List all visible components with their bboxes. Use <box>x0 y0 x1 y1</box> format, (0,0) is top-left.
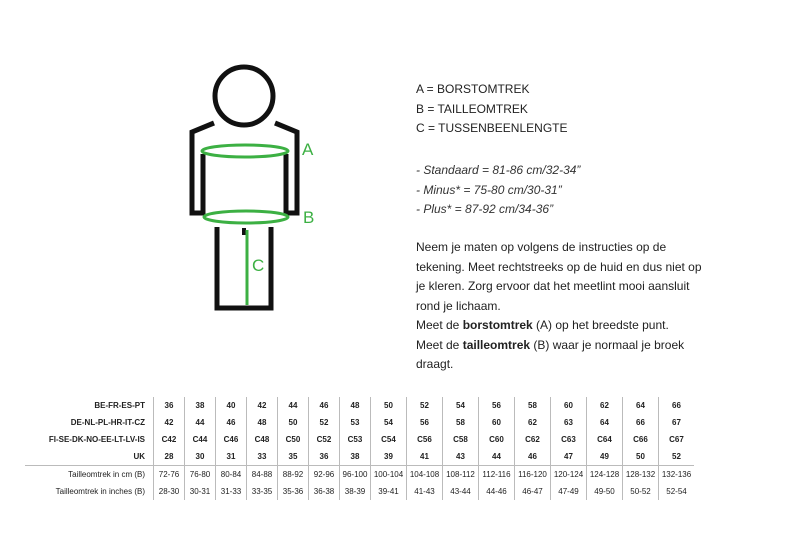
table-cell: C67 <box>659 431 695 448</box>
table-cell: 132-136 <box>659 466 695 484</box>
table-cell: 44-46 <box>479 483 515 500</box>
table-cell: 46 <box>216 414 247 431</box>
table-cell: 46 <box>309 397 340 414</box>
table-cell: 76-80 <box>185 466 216 484</box>
table-cell: 41-43 <box>407 483 443 500</box>
table-cell: 48 <box>247 414 278 431</box>
torso-outline <box>192 123 297 213</box>
table-cell: C44 <box>185 431 216 448</box>
table-cell: 56 <box>407 414 443 431</box>
table-cell: 39-41 <box>371 483 407 500</box>
size-plus: - Plus* = 87-92 cm/34-36” <box>416 202 554 216</box>
row-label: BE-FR-ES-PT <box>94 401 145 410</box>
legend-b: B = TAILLEOMTREK <box>416 101 528 116</box>
table-cell: 31-33 <box>216 483 247 500</box>
table-cell: 50 <box>371 397 407 414</box>
instructions-chest: Meet de borstomtrek (A) op het breedste punt. <box>416 318 669 332</box>
waist-measure-ellipse <box>204 211 288 223</box>
table-cell: 92-96 <box>309 466 340 484</box>
table-cell: 128-132 <box>623 466 659 484</box>
table-cell: C58 <box>443 431 479 448</box>
table-cell: 50-52 <box>623 483 659 500</box>
table-cell: 66 <box>623 414 659 431</box>
row-label: DE-NL-PL-HR-IT-CZ <box>70 418 145 427</box>
table-cell: C48 <box>247 431 278 448</box>
table-cell: 52-54 <box>659 483 695 500</box>
table-cell: 47 <box>551 448 587 466</box>
table-cell: 44 <box>278 397 309 414</box>
table-cell: 49 <box>587 448 623 466</box>
table-cell: 46-47 <box>515 483 551 500</box>
table-cell: C63 <box>551 431 587 448</box>
table-cell: 41 <box>407 448 443 466</box>
table-cell: 39 <box>371 448 407 466</box>
measurement-legend <box>416 80 568 139</box>
table-cell: 38 <box>185 397 216 414</box>
table-cell: C64 <box>587 431 623 448</box>
table-cell: 44 <box>185 414 216 431</box>
table-cell: 38 <box>340 448 371 466</box>
table-cell: C50 <box>278 431 309 448</box>
table-cell: 88-92 <box>278 466 309 484</box>
table-cell: 35 <box>278 448 309 466</box>
table-cell: 36-38 <box>309 483 340 500</box>
table-cell: 54 <box>443 397 479 414</box>
size-minus: - Minus* = 75-80 cm/30-31” <box>416 182 562 197</box>
table-cell: 49-50 <box>587 483 623 500</box>
table-cell: 62 <box>587 397 623 414</box>
table-cell: 116-120 <box>515 466 551 484</box>
table-cell: C53 <box>340 431 371 448</box>
body-outline-illustration <box>180 55 330 325</box>
table-row <box>25 431 694 448</box>
size-standard: - Standaard = 81-86 cm/32-34” <box>416 163 581 177</box>
table-cell: 124-128 <box>587 466 623 484</box>
table-cell: 50 <box>623 448 659 466</box>
table-cell: 100-104 <box>371 466 407 484</box>
table-cell: 64 <box>623 397 659 414</box>
table-row <box>25 448 694 466</box>
table-row <box>25 466 694 484</box>
table-cell: C56 <box>407 431 443 448</box>
table-cell: 60 <box>479 414 515 431</box>
table-cell: 52 <box>309 414 340 431</box>
inseam-sizes <box>416 161 580 220</box>
size-table <box>25 397 694 500</box>
table-cell: 50 <box>278 414 309 431</box>
table-cell: 112-116 <box>479 466 515 484</box>
table-cell: C62 <box>515 431 551 448</box>
table-cell: 43-44 <box>443 483 479 500</box>
table-cell: 36 <box>309 448 340 466</box>
table-cell: C46 <box>216 431 247 448</box>
table-cell: 42 <box>154 414 185 431</box>
row-label: Tailleomtrek in inches (B) <box>55 487 145 496</box>
table-cell: 58 <box>515 397 551 414</box>
table-cell: 40 <box>216 397 247 414</box>
table-cell: 30 <box>185 448 216 466</box>
table-row <box>25 397 694 414</box>
table-cell: C66 <box>623 431 659 448</box>
instructions-intro: Neem je maten op volgens de instructies op de tekening. Meet rechtstreeks op de huid en dus niet op je kleren. Zorg ervoor dat het meetlint mooi aansluit rond je lichaam. <box>416 240 702 313</box>
measuring-instructions <box>416 238 706 375</box>
table-cell: 84-88 <box>247 466 278 484</box>
legend-a: A = BORSTOMTREK <box>416 82 530 96</box>
table-cell: 38-39 <box>340 483 371 500</box>
table-cell: C60 <box>479 431 515 448</box>
table-cell: 67 <box>659 414 695 431</box>
table-cell: 28 <box>154 448 185 466</box>
table-cell: 62 <box>515 414 551 431</box>
table-cell: 108-112 <box>443 466 479 484</box>
label-c: C <box>252 256 265 275</box>
legend-c: C = TUSSENBEENLENGTE <box>416 121 568 135</box>
table-cell: 46 <box>515 448 551 466</box>
table-cell: 72-76 <box>154 466 185 484</box>
table-cell: 28-30 <box>154 483 185 500</box>
table-cell: 47-49 <box>551 483 587 500</box>
measurement-figure <box>180 55 330 325</box>
table-cell: 80-84 <box>216 466 247 484</box>
table-cell: 63 <box>551 414 587 431</box>
table-cell: 64 <box>587 414 623 431</box>
table-cell: 48 <box>340 397 371 414</box>
table-cell: 53 <box>340 414 371 431</box>
chest-measure-ellipse <box>202 145 288 157</box>
table-cell: 31 <box>216 448 247 466</box>
row-label: Tailleomtrek in cm (B) <box>25 466 154 484</box>
table-row <box>25 414 694 431</box>
table-cell: 35-36 <box>278 483 309 500</box>
table-cell: 104-108 <box>407 466 443 484</box>
table-cell: C54 <box>371 431 407 448</box>
table-cell: 33 <box>247 448 278 466</box>
label-b: B <box>303 208 315 227</box>
instructions-waist: Meet de tailleomtrek (B) waar je normaal je broek draagt. <box>416 337 685 371</box>
table-cell: 54 <box>371 414 407 431</box>
table-cell: 30-31 <box>185 483 216 500</box>
table-cell: 44 <box>479 448 515 466</box>
row-label: UK <box>133 452 145 461</box>
table-cell: 96-100 <box>340 466 371 484</box>
table-cell: C52 <box>309 431 340 448</box>
table-cell: 42 <box>247 397 278 414</box>
label-a: A <box>302 140 314 159</box>
table-cell: 52 <box>407 397 443 414</box>
table-cell: 66 <box>659 397 695 414</box>
table-cell: 52 <box>659 448 695 466</box>
head-outline <box>215 67 273 125</box>
table-cell: 120-124 <box>551 466 587 484</box>
table-cell: 58 <box>443 414 479 431</box>
table-cell: 33-35 <box>247 483 278 500</box>
table-cell: C42 <box>154 431 185 448</box>
table-cell: 36 <box>154 397 185 414</box>
table-cell: 43 <box>443 448 479 466</box>
table-row <box>25 483 694 500</box>
table-cell: 60 <box>551 397 587 414</box>
row-label: FI-SE-DK-NO-EE-LT-LV-IS <box>48 435 145 444</box>
table-cell: 56 <box>479 397 515 414</box>
